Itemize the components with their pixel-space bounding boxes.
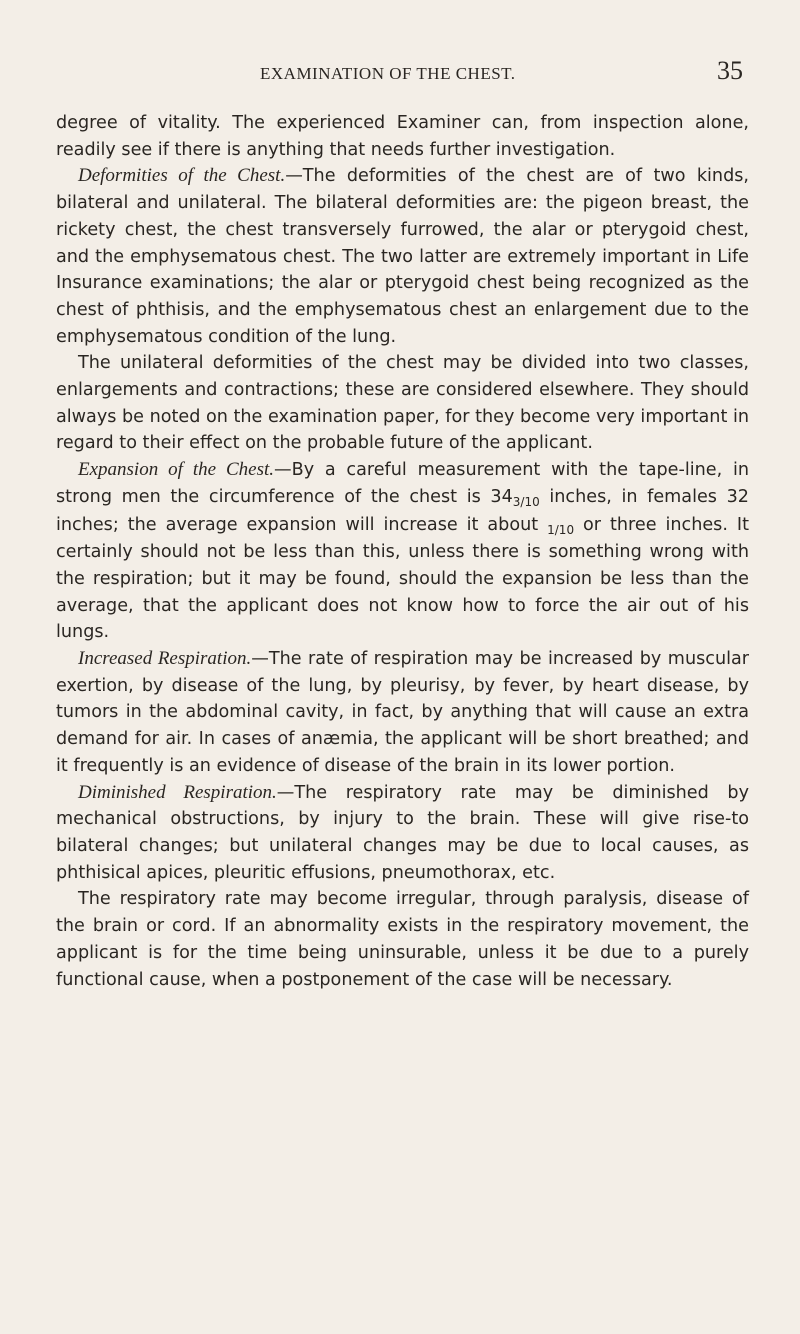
paragraph-expansion: [56, 457, 749, 646]
running-head: EXAMINATION OF THE CHEST.: [260, 64, 516, 83]
section-heading-expansion: Expansion of the Chest.: [78, 459, 275, 481]
increased-respiration-text: —The rate of respiration may be increased by muscular exertion, by disease of the lung, by pleurisy, by fever, by heart disease, by tumors in the abdominal cavity, in fact, by anything that will cause an extra demand for air. In cases of anæmia, the applicant will be short breathed; and it frequently is an evidence of disease of the brain in its lower portion.: [56, 649, 749, 776]
fraction-three-tenths: 3/10: [512, 494, 540, 509]
page-header: [0, 58, 800, 88]
page-number: 35: [717, 56, 743, 85]
paragraph-irregular-respiration: The respiratory rate may become irregular, through paralysis, disease of the brain or cord. If an abnormality exists in the respiratory movement, the applicant is for the time being uninsurable, unless it be due to a purely functional cause, when a postponement of the case will be necessary.: [56, 889, 749, 990]
section-heading-deformities: Deformities of the Chest.: [78, 165, 286, 187]
paragraph-diminished-respiration: [56, 780, 749, 887]
diminished-respiration-text: —The respiratory rate may be diminished by mechanical obstructions, by injury to the brain. These will give rise-to bilateral changes; but unilateral changes may be due to local causes, as phthisical apices, pleuritic effusions, pneumothorax, etc.: [56, 782, 749, 883]
section-heading-diminished-respiration: Diminished Respiration.: [78, 781, 277, 803]
paragraph-unilateral: The unilateral deformities of the chest may be divided into two classes, enlargements and contractions; these are considered elsewhere. They should always be noted on the examination paper, for they become very important in regard to their effect on the probable future of the applicant.: [56, 353, 749, 454]
paragraph-deformities: [56, 163, 749, 350]
expansion-text-b: inches, in females 32 inches; the average expansion will increase it about: [56, 486, 749, 535]
paragraph-vitality: degree of vitality. The experienced Examiner can, from inspection alone, readily see if there is anything that needs further investigation.: [56, 113, 749, 160]
expansion-text-a: —By a careful measurement with the tape-line, in strong men the circumference of the chest is 34: [56, 460, 749, 507]
paragraph-increased-respiration: [56, 646, 749, 780]
fraction-one-tenth: 1/10: [547, 522, 575, 537]
section-heading-increased-respiration: Increased Respiration.: [78, 648, 252, 670]
body-text: [56, 110, 749, 993]
expansion-text-c: or three inches. It certainly should not be less than this, unless there is something wrong with the respiration; but it may be found, should the expansion be less than the average, that the applicant does not know how to force the air out of his lungs.: [56, 514, 749, 643]
deformities-text: —The deformities of the chest are of two kinds, bilateral and unilateral. The bilateral deformities are: the pigeon breast, the rickety chest, the chest transversely furrowed, the alar or pterygoid chest, and the emphysematous chest. The two latter are extremely important in Life Insurance examinations; the alar or pterygoid chest being recognized as the chest of phthisis, and the emphysematous chest an enlargement due to the emphysematous condition of the lung.: [56, 166, 749, 347]
